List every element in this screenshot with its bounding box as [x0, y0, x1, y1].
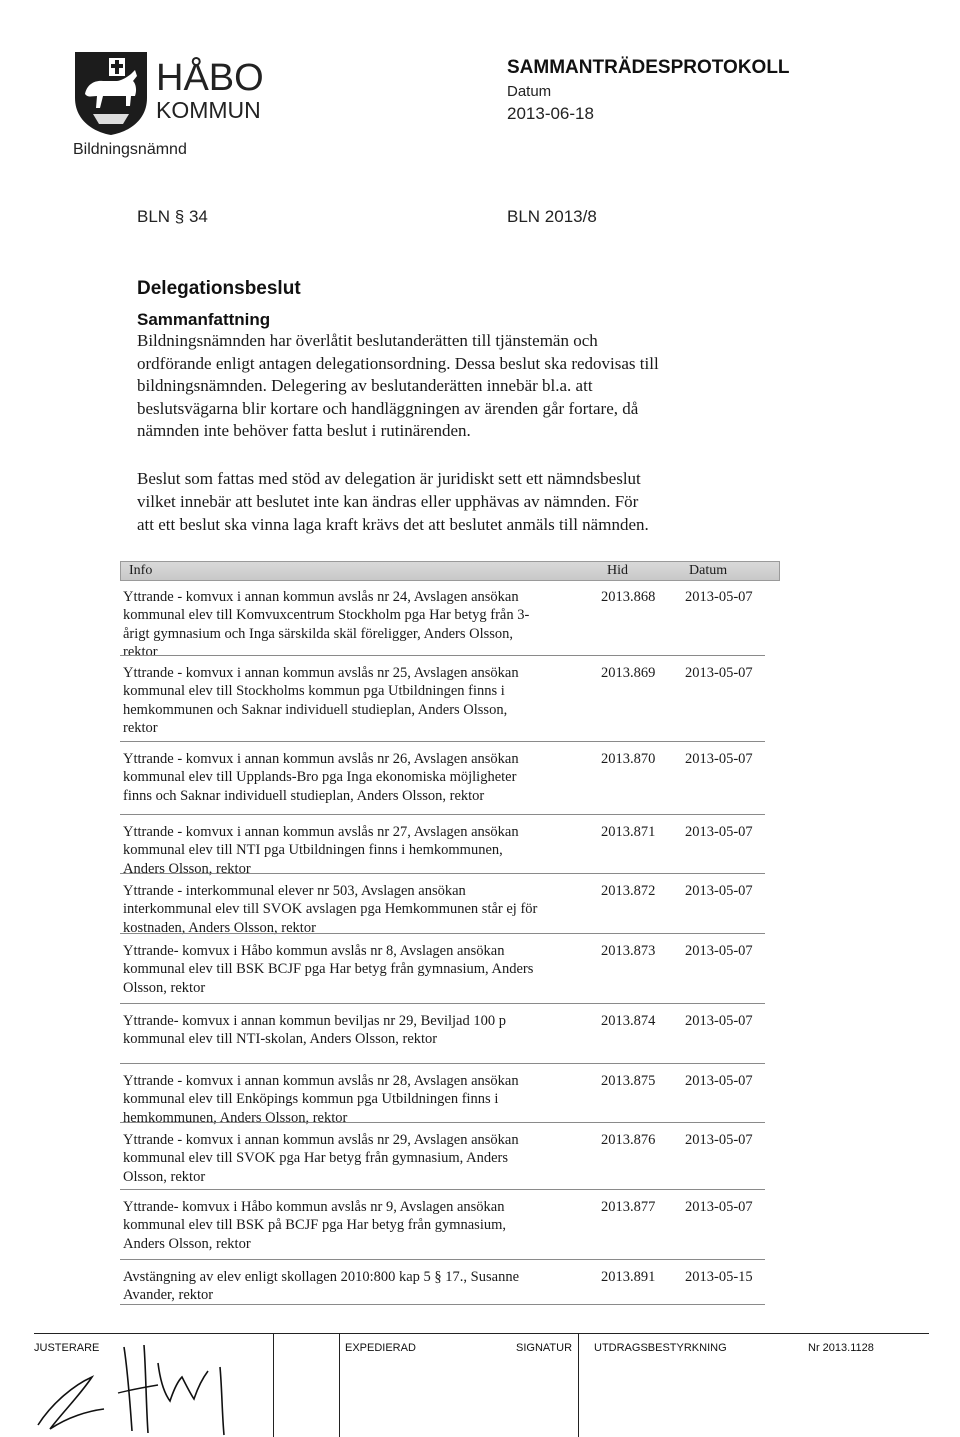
row-hid: 2013.873 — [601, 943, 656, 959]
row-description — [123, 1012, 593, 1049]
row-description-line: rektor — [123, 719, 158, 736]
row-separator — [120, 814, 765, 815]
row-description-line: kostnaden, Anders Olsson, rektor — [123, 919, 316, 936]
row-description — [123, 750, 593, 805]
row-description-line: kommunal elev till Upplands-Bro pga Inga ekonomiska möjligheter — [123, 769, 517, 786]
row-hid: 2013.871 — [601, 824, 656, 840]
row-description-line: Yttrande - komvux i annan kommun avslås nr 29, Avslagen ansökan — [123, 1132, 519, 1148]
row-separator — [120, 655, 765, 656]
statement-line: vilket innebär att beslutet inte kan ändras eller upphävas av nämnden. För — [137, 492, 639, 511]
row-description — [123, 1072, 593, 1127]
row-description-line: kommunal elev till SVOK pga Har betyg från gymnasium, Anders — [123, 1150, 508, 1167]
row-description-line: Yttrande - komvux i annan kommun avslås nr 25, Avslagen ansökan — [123, 665, 519, 681]
row-hid: 2013.891 — [601, 1269, 656, 1285]
column-header-hid: Hid — [607, 563, 628, 578]
row-description — [123, 942, 593, 997]
row-description-line: Avander, rektor — [123, 1287, 214, 1304]
summary-paragraph — [137, 330, 767, 443]
row-separator — [120, 1003, 765, 1004]
row-description — [123, 882, 593, 937]
summary-line: ordförande enligt antagen delegationsordning. Dessa beslut ska redovisas till — [137, 353, 659, 373]
row-description-line: Anders Olsson, rektor — [123, 1235, 251, 1252]
row-description-line: Yttrande- komvux i Håbo kommun avslås nr 8, Avslagen ansökan — [123, 943, 505, 959]
date-label: Datum — [507, 83, 552, 100]
row-separator — [120, 1122, 765, 1123]
footer-justerare-label: JUSTERARE — [34, 1342, 100, 1354]
row-description-line: Avstängning av elev enligt skollagen 2010:800 kap 5 § 17., Susanne — [123, 1269, 520, 1285]
row-description-line: hemkommunen, Anders Olsson, rektor — [123, 1109, 348, 1126]
row-description-line: Yttrande - komvux i annan kommun avslås nr 28, Avslagen ansökan — [123, 1073, 519, 1089]
summary-line: bildningsnämnden. Delegering av beslutanderätten innebär bl.a. att — [137, 376, 593, 396]
row-description-line: Yttrande - komvux i annan kommun avslås nr 24, Avslagen ansökan — [123, 589, 519, 605]
row-date: 2013-05-07 — [685, 824, 753, 840]
row-description-line: hemkommunen och Saknar individuell studieplan, Anders Olsson, — [123, 701, 508, 718]
row-date: 2013-05-07 — [685, 1132, 753, 1148]
row-separator — [120, 1189, 765, 1190]
summary-line: nämnden inte behöver fatta beslut i rutinärenden. — [137, 421, 471, 441]
row-description-line: kommunal elev till BSK BCJF pga Har betyg från gymnasium, Anders — [123, 961, 534, 978]
row-date: 2013-05-07 — [685, 589, 753, 605]
row-description — [123, 664, 593, 737]
row-description — [123, 588, 593, 661]
summary-line: beslutsvägarna blir kortare och handläggningen av ärenden går fortare, då — [137, 398, 639, 418]
handwritten-signature — [34, 1333, 274, 1437]
row-hid: 2013.870 — [601, 751, 656, 767]
statement-paragraph — [137, 467, 767, 536]
row-description-line: Olsson, rektor — [123, 979, 206, 996]
row-date: 2013-05-07 — [685, 665, 753, 681]
row-hid: 2013.876 — [601, 1132, 656, 1148]
row-description-line: årigt gymnasium och Inga särskilda skäl föreligger, Anders Olsson, — [123, 625, 514, 642]
row-description-line: kommunal elev till NTI pga Utbildningen finns i hemkommunen, — [123, 842, 503, 859]
date-value: 2013-06-18 — [507, 104, 594, 123]
row-date: 2013-05-15 — [685, 1269, 753, 1285]
row-description — [123, 1268, 593, 1305]
row-date: 2013-05-07 — [685, 883, 753, 899]
row-hid: 2013.868 — [601, 589, 656, 605]
row-description-line: kommunal elev till Enköpings kommun pga Utbildningen finns i — [123, 1091, 499, 1108]
table-header — [120, 561, 780, 581]
summary-line: Bildningsnämnden har överlåtit beslutanderätten till tjänstemän och — [137, 331, 598, 350]
row-hid: 2013.869 — [601, 665, 656, 681]
row-description-line: Olsson, rektor — [123, 1168, 206, 1185]
section-heading: Delegationsbeslut — [137, 278, 301, 299]
row-description — [123, 1131, 593, 1186]
row-description-line: Yttrande- komvux i Håbo kommun avslås nr 9, Avslagen ansökan — [123, 1199, 505, 1215]
row-description — [123, 823, 593, 878]
row-date: 2013-05-07 — [685, 1199, 753, 1215]
column-header-date: Datum — [689, 563, 728, 578]
footer-divider — [578, 1333, 579, 1437]
row-description-line: kommunal elev till BSK på BCJF pga Har betyg från gymnasium, — [123, 1217, 506, 1234]
row-description-line: rektor — [123, 643, 158, 660]
delegation-table — [120, 561, 780, 1304]
row-separator — [120, 873, 765, 874]
document-type: SAMMANTRÄDESPROTOKOLL — [507, 57, 790, 78]
row-description-line: finns och Saknar individuell studieplan, Anders Olsson, rektor — [123, 787, 485, 804]
footer-number: Nr 2013.1128 — [808, 1342, 874, 1354]
paragraph-reference: BLN § 34 — [137, 207, 208, 226]
row-separator — [120, 1304, 765, 1305]
row-hid: 2013.877 — [601, 1199, 656, 1215]
case-reference: BLN 2013/8 — [507, 207, 597, 226]
org-subtitle: KOMMUN — [156, 97, 261, 123]
footer-expedierad-label: EXPEDIERAD — [345, 1342, 416, 1354]
row-separator — [120, 741, 765, 742]
row-separator — [120, 1259, 765, 1260]
row-description-line: kommunal elev till Stockholms kommun pga Utbildningen finns i — [123, 683, 505, 700]
section-subheading: Sammanfattning — [137, 310, 271, 329]
row-date: 2013-05-07 — [685, 751, 753, 767]
row-description — [123, 1198, 593, 1253]
row-description-line: Yttrande- komvux i annan kommun beviljas nr 29, Beviljad 100 p — [123, 1013, 506, 1029]
footer-signatur-label: SIGNATUR — [516, 1342, 573, 1354]
row-description-line: Yttrande - interkommunal elever nr 503, Avslagen ansökan — [123, 883, 466, 899]
statement-line: Beslut som fattas med stöd av delegation är juridiskt sett ett nämndsbeslut — [137, 469, 641, 488]
row-description-line: Yttrande - komvux i annan kommun avslås nr 26, Avslagen ansökan — [123, 751, 519, 767]
row-description-line: Yttrande - komvux i annan kommun avslås nr 27, Avslagen ansökan — [123, 824, 519, 840]
footer-divider — [273, 1333, 274, 1437]
row-separator — [120, 933, 765, 934]
statement-line: att ett beslut ska vinna laga kraft krävs det att beslutet anmäls till nämnden. — [137, 515, 649, 534]
row-description-line: interkommunal elev till SVOK avslagen pga Hemkommunen står ej för — [123, 901, 538, 918]
footer-utdrag-label: UTDRAGSBESTYRKNING — [594, 1342, 727, 1354]
row-hid: 2013.874 — [601, 1013, 656, 1029]
row-description-line: Anders Olsson, rektor — [123, 860, 251, 877]
column-header-info: Info — [129, 563, 153, 578]
org-name: HÅBO — [156, 57, 264, 99]
department-name: Bildningsnämnd — [73, 141, 187, 158]
row-separator — [120, 1063, 765, 1064]
row-hid: 2013.872 — [601, 883, 656, 899]
row-date: 2013-05-07 — [685, 943, 753, 959]
protocol-footer — [34, 1333, 929, 1437]
row-date: 2013-05-07 — [685, 1013, 753, 1029]
row-description-line: kommunal elev till Komvuxcentrum Stockholm pga Har betyg från 3- — [123, 607, 530, 624]
footer-divider — [339, 1333, 340, 1437]
row-date: 2013-05-07 — [685, 1073, 753, 1089]
row-hid: 2013.875 — [601, 1073, 656, 1089]
habo-shield-icon — [73, 50, 149, 136]
row-description-line: kommunal elev till NTI-skolan, Anders Olsson, rektor — [123, 1031, 438, 1048]
